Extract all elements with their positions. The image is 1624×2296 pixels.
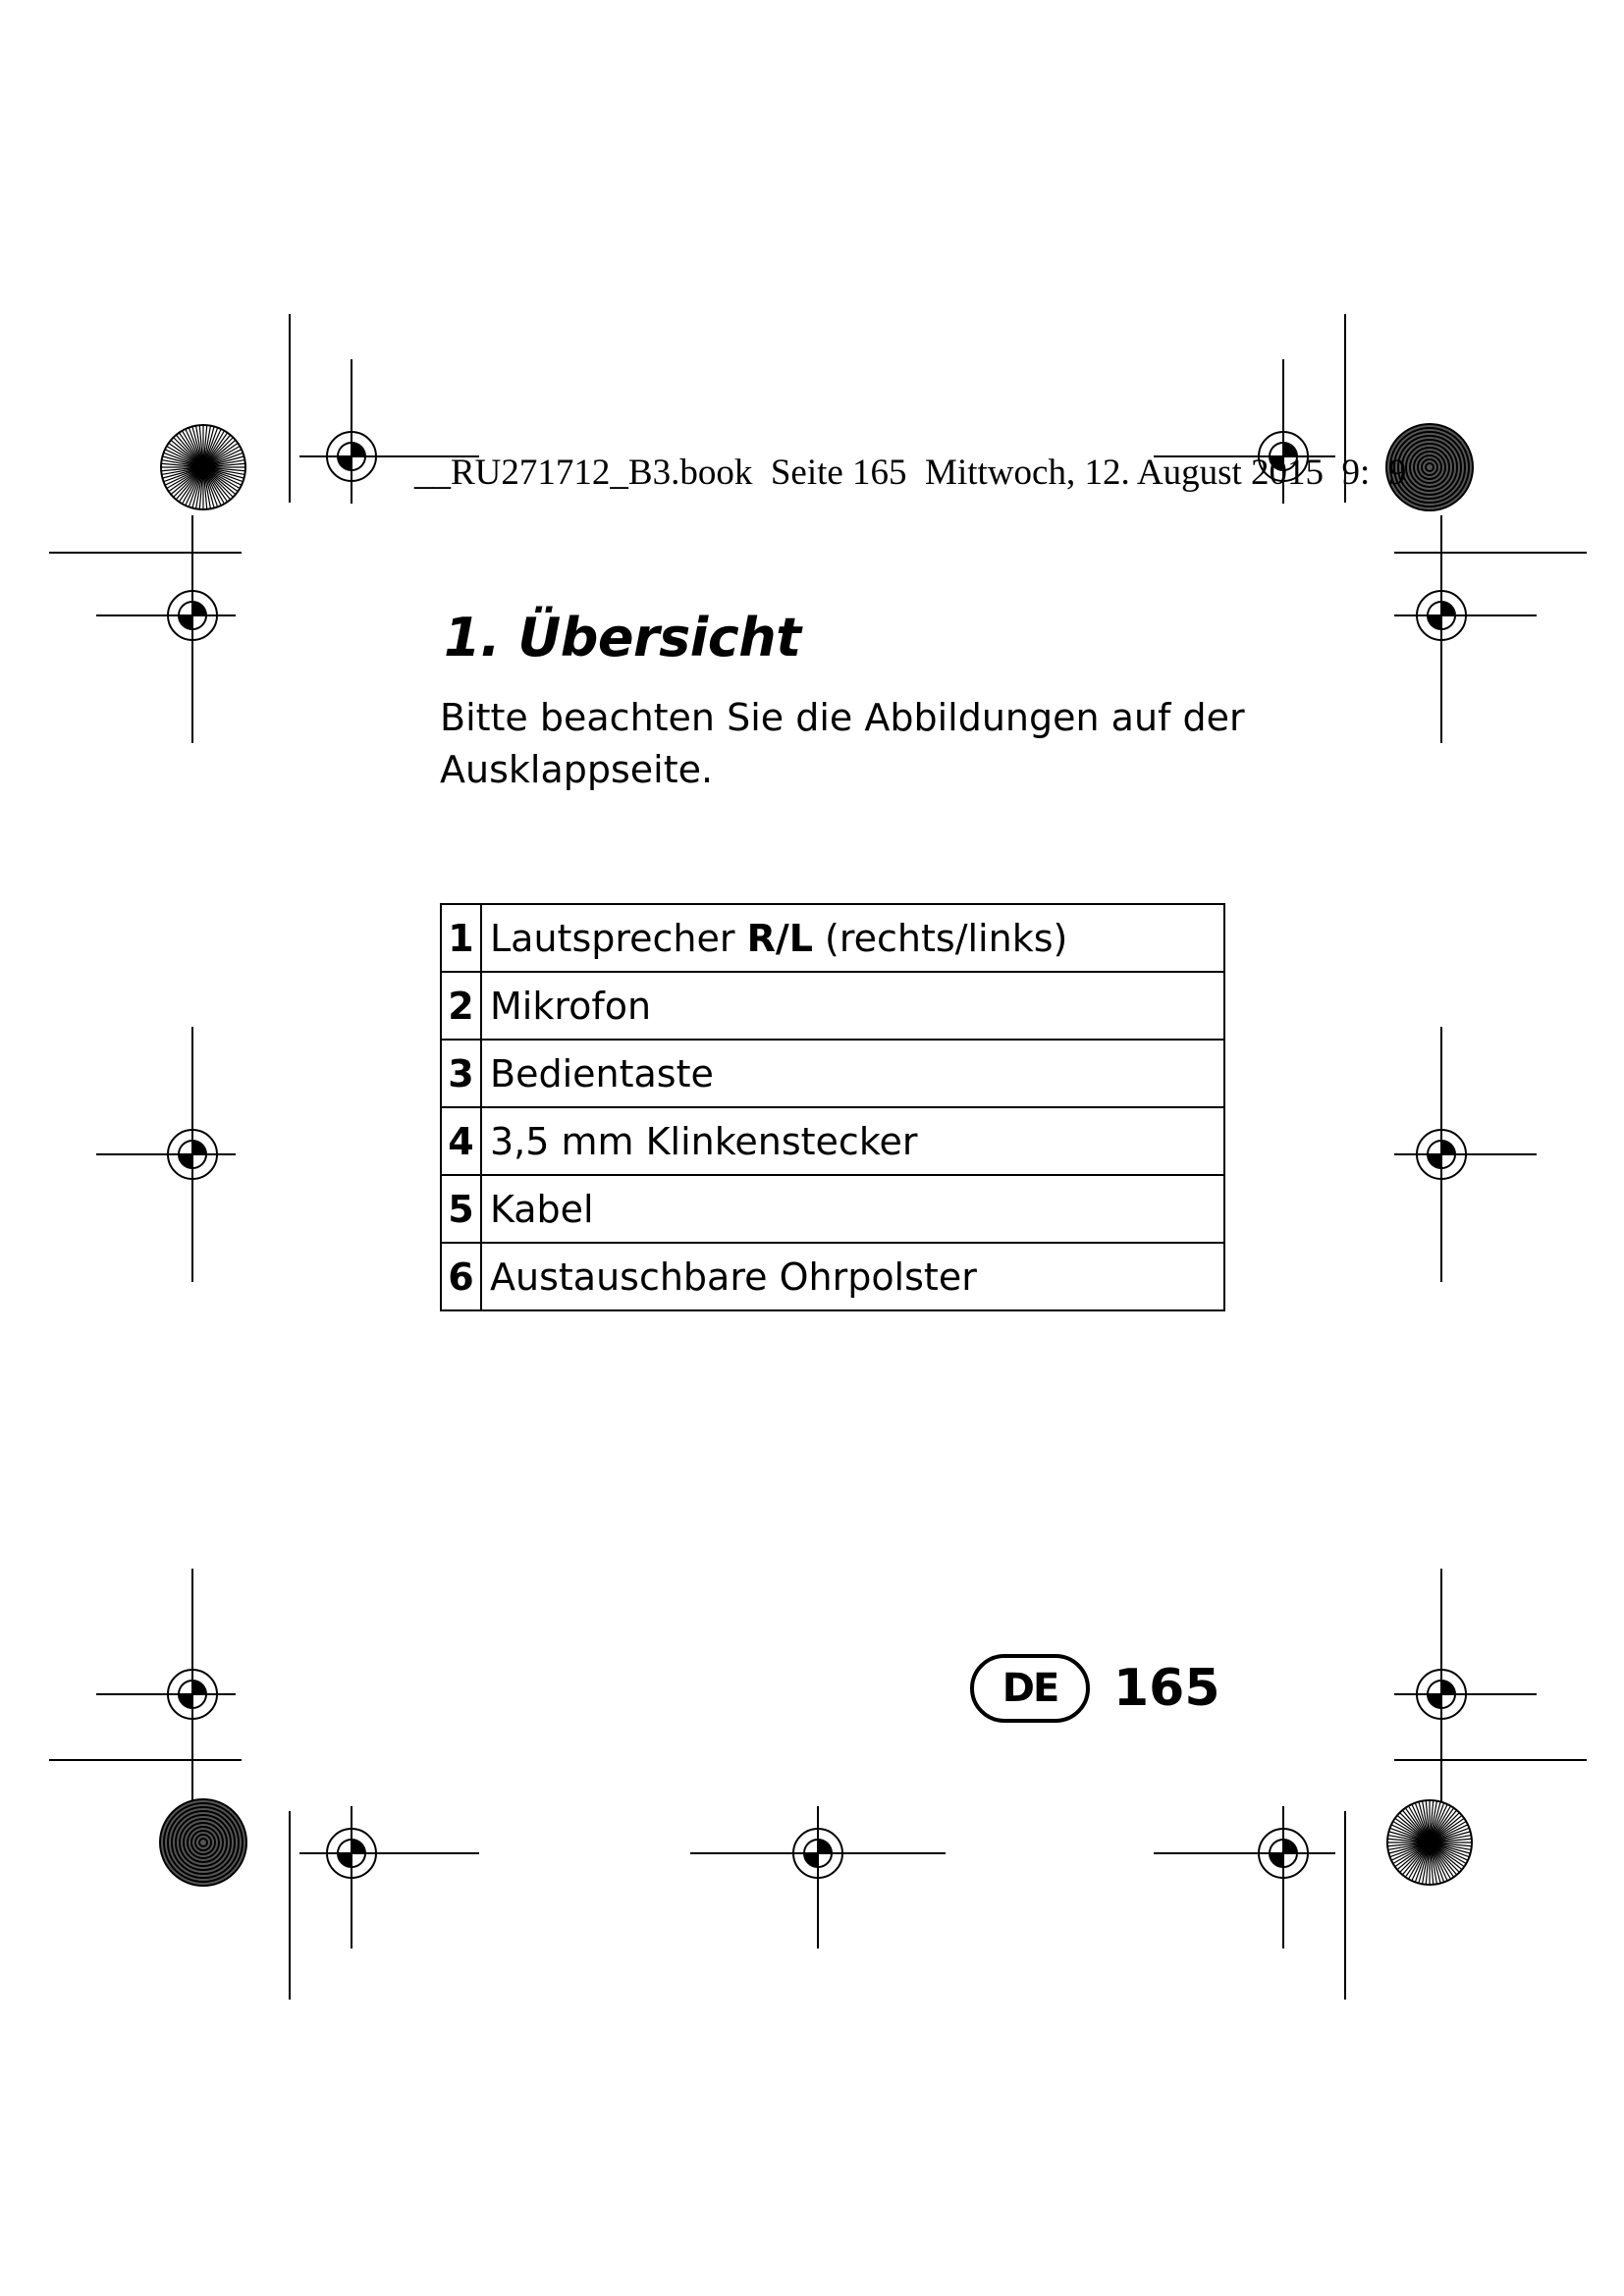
table-row [441, 1040, 1224, 1107]
table-row [441, 1175, 1224, 1243]
part-number: 3 [441, 1040, 481, 1107]
parts-table [440, 903, 1225, 1311]
registration-mark [96, 1027, 236, 1282]
part-number: 6 [441, 1243, 481, 1310]
print-slug-line: __RU271712_B3.book Seite 165 Mittwoch, 12. August 2015 9: 9 [414, 453, 1407, 493]
table-row [441, 972, 1224, 1040]
section-heading: 1. Übersicht [444, 607, 801, 668]
page-footer [970, 1652, 1220, 1725]
language-badge: DE [970, 1654, 1090, 1723]
part-number: 4 [441, 1107, 481, 1175]
part-number: 1 [441, 904, 481, 972]
part-label: Kabel [481, 1175, 1224, 1243]
part-label: Austauschbare Ohrpolster [481, 1243, 1224, 1310]
page-number: 165 [1113, 1659, 1220, 1718]
registration-mark [690, 1806, 946, 1949]
part-label: Bedientaste [481, 1040, 1224, 1107]
registration-mark [1394, 1027, 1537, 1282]
part-label-text: Lautsprecher [490, 916, 747, 960]
registration-mark [299, 1806, 479, 1949]
starburst-target [1387, 1800, 1472, 1885]
part-label: Mikrofon [481, 972, 1224, 1040]
table-row [441, 1107, 1224, 1175]
part-label [481, 904, 1224, 972]
part-number: 5 [441, 1175, 481, 1243]
registration-mark [1394, 515, 1537, 743]
part-label-bold: R/L [746, 916, 813, 960]
registration-mark [1154, 1806, 1335, 1949]
registration-mark [96, 1569, 236, 1821]
intro-text: Bitte beachten Sie die Abbildungen auf der Ausklappseite. [440, 696, 1245, 791]
registration-mark [1394, 1569, 1537, 1821]
table-row [441, 904, 1224, 972]
part-label-suffix: (rechts/links) [812, 916, 1068, 960]
part-label: 3,5 mm Klinkenstecker [481, 1107, 1224, 1175]
registration-mark [96, 515, 236, 743]
table-row [441, 1243, 1224, 1310]
part-number: 2 [441, 972, 481, 1040]
concentric-target [160, 1799, 246, 1886]
starburst-target [161, 425, 245, 509]
